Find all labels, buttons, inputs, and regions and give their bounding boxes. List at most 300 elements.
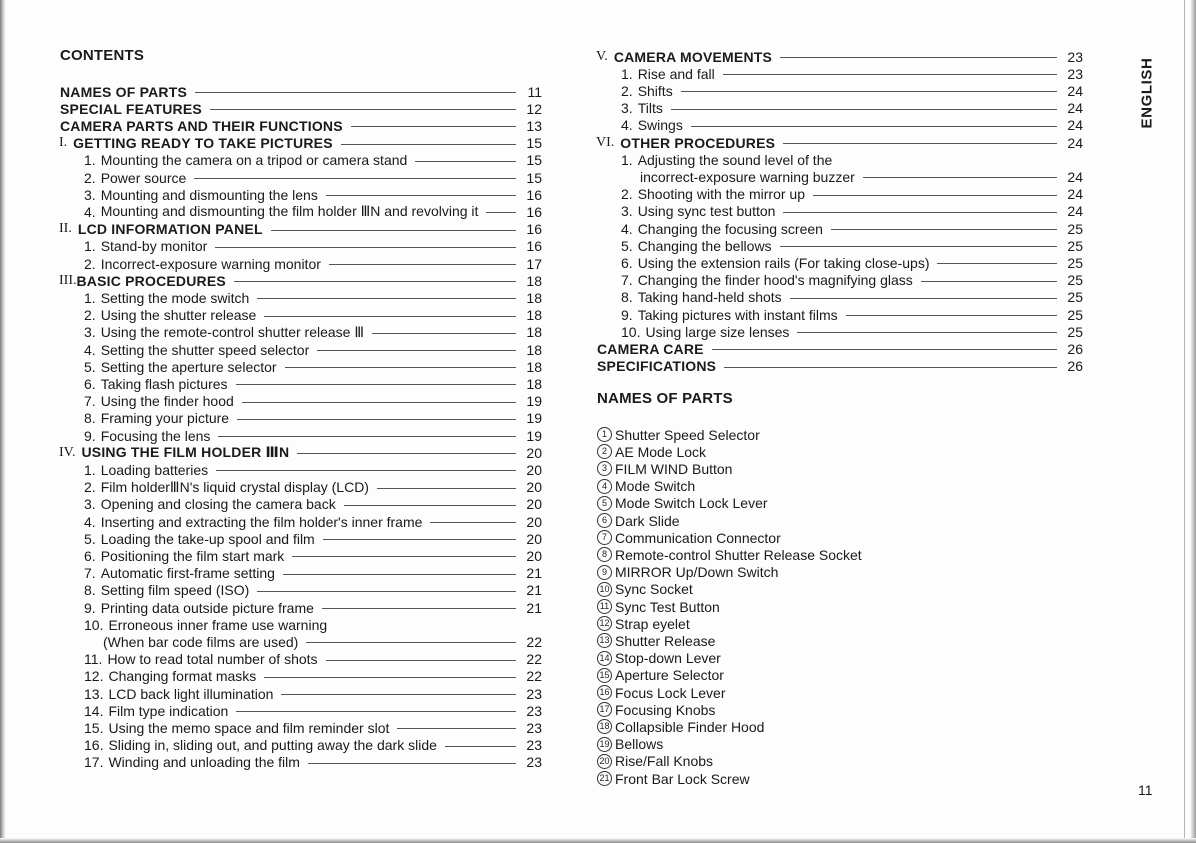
toc-entry-number: 1.	[84, 461, 96, 478]
toc-leader-line	[326, 660, 516, 661]
toc-entry-title: NAMES OF PARTS	[60, 83, 187, 100]
toc-entry-title: CAMERA CARE	[597, 340, 704, 357]
toc-entry-number: 9.	[621, 306, 633, 323]
part-label: Front Bar Lock Screw	[615, 770, 750, 787]
page-number: 11	[1138, 782, 1153, 798]
toc-entry-title: Shooting with the mirror up	[637, 186, 805, 203]
toc-leader-line	[783, 143, 1057, 144]
toc-entry[interactable]	[84, 668, 542, 685]
toc-page-number: 18	[526, 358, 542, 375]
part-number-badge: 7	[597, 530, 612, 545]
toc-entry-number: 3.	[621, 100, 633, 117]
toc-entry[interactable]	[84, 719, 542, 736]
toc-entry-number: 14.	[84, 702, 104, 719]
toc-page-number: 16	[526, 203, 542, 220]
toc-entry-number: 9.	[84, 427, 96, 444]
part-number-badge: 6	[597, 513, 612, 528]
toc-leader-line	[323, 539, 516, 540]
toc-page-number: 23	[1067, 65, 1083, 82]
toc-entry-number: 4.	[84, 513, 96, 530]
toc-section-heading[interactable]	[597, 134, 1083, 151]
part-number-badge: 5	[597, 496, 612, 511]
toc-entry-number: 13.	[84, 685, 104, 702]
toc-entry-title: CAMERA PARTS AND THEIR FUNCTIONS	[60, 117, 343, 134]
scan-edge-right	[1190, 0, 1196, 843]
toc-entry-number: 3.	[84, 186, 96, 203]
toc-entry[interactable]	[84, 754, 542, 771]
toc-page-number: 21	[526, 599, 542, 616]
toc-section-heading[interactable]	[597, 340, 1083, 357]
toc-entry-title: SPECIFICATIONS	[597, 358, 717, 375]
toc-leader-line	[257, 591, 516, 592]
toc-entry-title: Setting the shutter speed selector	[100, 341, 310, 358]
toc-entry[interactable]	[84, 427, 542, 444]
toc-entry[interactable]	[621, 117, 1083, 134]
toc-section-heading[interactable]	[60, 135, 542, 152]
toc-page-number: 25	[1067, 272, 1083, 289]
part-list-item	[597, 667, 724, 684]
toc-leader-line	[285, 367, 516, 368]
toc-page-number: 12	[526, 100, 542, 117]
toc-entry-title: Printing data outside picture frame	[100, 599, 314, 616]
toc-page-number: 22	[526, 633, 542, 650]
toc-leader-line	[377, 488, 516, 489]
toc-leader-line	[486, 212, 516, 213]
toc-entry-number: 2.	[84, 169, 96, 186]
part-list-item	[597, 564, 778, 581]
toc-entry-title: Taking hand-held shots	[637, 289, 782, 306]
toc-entry[interactable]	[84, 152, 542, 169]
toc-page-number: 25	[1067, 323, 1083, 340]
toc-entry-title: Adjusting the sound level of the	[637, 151, 833, 168]
part-list-item	[597, 632, 715, 649]
toc-entry-title: LCD back light illumination	[108, 685, 274, 702]
toc-entry-number: 2.	[84, 307, 96, 324]
toc-page-number: 20	[526, 547, 542, 564]
toc-entry[interactable]	[621, 82, 1083, 99]
toc-page-number: 23	[526, 719, 542, 736]
toc-page-number: 20	[526, 513, 542, 530]
toc-entry-title: Mounting the camera on a tripod or camera stand	[100, 152, 408, 169]
part-list-item	[597, 718, 764, 735]
toc-entry[interactable]	[621, 254, 1083, 271]
toc-leader-line	[790, 298, 1057, 299]
toc-entry-number: 6.	[84, 375, 96, 392]
part-number-badge: 2	[597, 444, 612, 459]
toc-leader-line	[218, 436, 516, 437]
names-of-parts-title: NAMES OF PARTS	[597, 390, 733, 407]
toc-leader-line	[921, 281, 1057, 282]
part-list-item	[597, 495, 768, 512]
toc-page-number: 24	[1067, 100, 1083, 117]
toc-leader-line	[681, 91, 1057, 92]
toc-entry-title: Loading batteries	[100, 461, 209, 478]
toc-entry-title: BASIC PROCEDURES	[76, 272, 226, 289]
part-number-badge: 16	[597, 685, 612, 700]
toc-entry[interactable]	[84, 358, 542, 375]
toc-entry-title: CAMERA MOVEMENTS	[613, 48, 773, 65]
toc-entry-title: Tilts	[637, 100, 663, 117]
toc-entry[interactable]	[621, 151, 1083, 168]
toc-entry-number: 8.	[84, 582, 96, 599]
toc-entry-title: Inserting and extracting the film holder's inner frame	[100, 513, 423, 530]
toc-entry-title: Using large size lenses	[645, 323, 790, 340]
toc-entry[interactable]	[84, 530, 542, 547]
toc-leader-line	[292, 556, 516, 557]
part-label: Sync Test Button	[615, 598, 720, 615]
toc-entry[interactable]	[621, 323, 1083, 340]
toc-entry-number: 10.	[621, 323, 641, 340]
toc-entry-number: 7.	[84, 565, 96, 582]
toc-entry-number: 1.	[621, 151, 633, 168]
part-label: Remote-control Shutter Release Socket	[615, 546, 862, 563]
toc-page-number: 25	[1067, 254, 1083, 271]
toc-leader-line	[210, 109, 516, 110]
toc-roman-numeral: VI.	[596, 134, 615, 150]
part-number-badge: 4	[597, 479, 612, 494]
part-list-item	[597, 581, 693, 598]
toc-entry[interactable]	[621, 65, 1083, 82]
toc-entry-title: Taking pictures with instant films	[637, 306, 838, 323]
toc-page-number: 23	[526, 685, 542, 702]
toc-entry[interactable]	[84, 410, 542, 427]
toc-page-number: 24	[1067, 203, 1083, 220]
toc-entry[interactable]	[84, 203, 542, 220]
toc-section-heading[interactable]	[597, 48, 1083, 65]
part-list-item	[597, 770, 750, 787]
toc-leader-line	[271, 230, 516, 231]
toc-leader-line	[351, 126, 516, 127]
toc-entry[interactable]	[84, 513, 542, 530]
toc-entry[interactable]	[84, 169, 542, 186]
toc-entry[interactable]	[621, 306, 1083, 323]
part-number-badge: 3	[597, 461, 612, 476]
toc-entry-title: Setting film speed (ISO)	[100, 582, 250, 599]
toc-page-number: 24	[1067, 134, 1083, 151]
toc-left-column	[60, 0, 542, 843]
toc-entry-number: 1.	[84, 152, 96, 169]
part-list-item	[597, 753, 713, 770]
toc-entry-number: 2.	[621, 186, 633, 203]
toc-entry[interactable]	[84, 238, 542, 255]
toc-leader-line	[326, 195, 516, 196]
part-label: FILM WIND Button	[615, 460, 733, 477]
toc-entry[interactable]	[84, 547, 542, 564]
toc-leader-line	[215, 247, 516, 248]
toc-page-number: 16	[526, 186, 542, 203]
toc-entry[interactable]	[621, 220, 1083, 237]
toc-entry-title: Shifts	[637, 82, 673, 99]
toc-page-number: 13	[526, 117, 542, 134]
toc-page-number: 26	[1067, 358, 1083, 375]
contents-title: CONTENTS	[60, 47, 145, 64]
toc-entry-number: 1.	[84, 238, 96, 255]
toc-leader-line	[415, 161, 516, 162]
toc-leader-line	[937, 263, 1057, 264]
toc-page-number: 20	[526, 444, 542, 461]
part-label: Focus Lock Lever	[615, 684, 726, 701]
toc-leader-line	[234, 281, 516, 282]
toc-entry-title: Mounting and dismounting the film holder ⅢN and revolving it	[100, 203, 479, 220]
toc-leader-line	[813, 195, 1057, 196]
toc-entry[interactable]	[84, 582, 542, 599]
language-tab	[1132, 48, 1162, 138]
toc-entry-number: 2.	[84, 479, 96, 496]
toc-entry-title: Changing the bellows	[637, 237, 772, 254]
toc-entry[interactable]	[621, 186, 1083, 203]
toc-entry-number: 4.	[84, 203, 96, 220]
toc-roman-numeral: I.	[59, 135, 68, 151]
toc-entry[interactable]	[84, 341, 542, 358]
toc-entry[interactable]	[621, 289, 1083, 306]
part-label: MIRROR Up/Down Switch	[615, 564, 779, 581]
toc-page-number: 18	[526, 289, 542, 306]
part-list-item	[597, 546, 862, 563]
part-label: Communication Connector	[615, 529, 781, 546]
toc-leader-line	[216, 470, 516, 471]
toc-entry[interactable]	[84, 599, 542, 616]
toc-page-number: 25	[1067, 220, 1083, 237]
toc-entry-title: Using the finder hood	[100, 393, 234, 410]
toc-entry[interactable]	[640, 168, 1083, 185]
toc-page-number: 22	[526, 651, 542, 668]
toc-page-number: 11	[527, 83, 542, 100]
part-number-badge: 15	[597, 668, 612, 683]
toc-entry-number: 2.	[621, 82, 633, 99]
toc-entry-title: Opening and closing the camera back	[100, 496, 336, 513]
part-number-badge: 8	[597, 547, 612, 562]
toc-page-number: 23	[526, 702, 542, 719]
toc-leader-line	[264, 316, 516, 317]
toc-entry[interactable]	[84, 186, 542, 203]
toc-section-heading[interactable]	[60, 83, 542, 100]
toc-page-number: 18	[526, 375, 542, 392]
toc-entry-title: (When bar code films are used)	[103, 633, 299, 650]
part-list-item	[597, 426, 760, 443]
toc-page-number: 18	[526, 272, 542, 289]
toc-entry-title: Rise and fall	[637, 65, 715, 82]
toc-page-number: 16	[526, 238, 542, 255]
part-label: Rise/Fall Knobs	[615, 753, 714, 770]
toc-page-number: 18	[526, 307, 542, 324]
part-number-badge: 11	[597, 599, 612, 614]
toc-page-number: 25	[1067, 237, 1083, 254]
toc-leader-line	[264, 677, 516, 678]
toc-leader-line	[430, 522, 516, 523]
part-label: Stop-down Lever	[615, 650, 721, 667]
toc-entry-number: 2.	[84, 255, 96, 272]
page-fold-line	[1184, 0, 1185, 843]
toc-leader-line	[724, 367, 1057, 368]
language-tab-label: ENGLISH	[1138, 57, 1156, 129]
toc-entry[interactable]	[84, 307, 542, 324]
toc-entry-number: 6.	[621, 254, 633, 271]
toc-entry[interactable]	[84, 289, 542, 306]
toc-leader-line	[236, 384, 516, 385]
part-label: Collapsible Finder Hood	[615, 718, 765, 735]
toc-leader-line	[691, 126, 1057, 127]
toc-entry[interactable]	[84, 461, 542, 478]
toc-roman-numeral: IV.	[59, 444, 76, 460]
toc-section-heading[interactable]	[60, 444, 542, 461]
toc-leader-line	[780, 57, 1057, 58]
toc-page-number: 23	[1067, 48, 1083, 65]
toc-section-heading[interactable]	[60, 117, 542, 134]
toc-entry-number: 10.	[84, 616, 104, 633]
toc-entry[interactable]	[84, 375, 542, 392]
toc-entry-number: 3.	[84, 324, 96, 341]
part-number-badge: 13	[597, 633, 612, 648]
part-list-item	[597, 701, 715, 718]
toc-page-number: 18	[526, 324, 542, 341]
toc-entry-title: Setting the mode switch	[100, 289, 250, 306]
toc-page-number: 24	[1067, 117, 1083, 134]
part-number-badge: 19	[597, 737, 612, 752]
toc-section-heading[interactable]	[60, 221, 542, 238]
toc-entry[interactable]	[84, 324, 542, 341]
toc-page-number: 23	[526, 737, 542, 754]
part-label: Bellows	[615, 736, 664, 753]
toc-leader-line	[306, 642, 516, 643]
toc-entry[interactable]	[621, 237, 1083, 254]
toc-entry-number: 9.	[84, 599, 96, 616]
toc-entry[interactable]	[84, 616, 542, 633]
part-number-badge: 12	[597, 616, 612, 631]
toc-page-number: 15	[526, 169, 542, 186]
toc-page-number: 21	[526, 565, 542, 582]
toc-entry[interactable]	[84, 651, 542, 668]
toc-entry-number: 6.	[84, 547, 96, 564]
toc-entry-title: Taking flash pictures	[100, 375, 228, 392]
toc-leader-line	[308, 763, 516, 764]
toc-entry-number: 1.	[621, 65, 633, 82]
toc-entry[interactable]	[84, 737, 542, 754]
toc-page-number: 19	[526, 393, 542, 410]
toc-entry[interactable]	[84, 496, 542, 513]
part-list-item	[597, 512, 680, 529]
toc-entry-title: USING THE FILM HOLDER ⅢN	[81, 444, 290, 461]
toc-leader-line	[831, 229, 1057, 230]
toc-entry-title: Changing the focusing screen	[637, 220, 823, 237]
toc-entry-number: 16.	[84, 737, 104, 754]
part-label: Dark Slide	[615, 512, 680, 529]
toc-page-number: 23	[526, 754, 542, 771]
toc-entry-number: 11.	[84, 651, 103, 668]
toc-entry-number: 5.	[84, 530, 96, 547]
toc-section-heading[interactable]	[60, 272, 542, 289]
part-list-item	[597, 529, 781, 546]
part-number-badge: 14	[597, 651, 612, 666]
toc-entry-number: 7.	[84, 393, 96, 410]
toc-entry-title: Loading the take-up spool and film	[100, 530, 315, 547]
toc-page-number: 24	[1067, 186, 1083, 203]
toc-entry-title: Using the extension rails (For taking close-ups)	[637, 254, 930, 271]
toc-entry-title: Changing the finder hood's magnifying glass	[637, 272, 913, 289]
toc-entry-number: 5.	[621, 237, 633, 254]
toc-entry-title: SPECIAL FEATURES	[60, 100, 202, 117]
toc-entry[interactable]	[84, 255, 542, 272]
toc-leader-line	[397, 728, 516, 729]
toc-section-heading[interactable]	[60, 100, 542, 117]
toc-entry-title: Mounting and dismounting the lens	[100, 186, 318, 203]
part-number-badge: 9	[597, 565, 612, 580]
toc-leader-line	[712, 349, 1057, 350]
part-list-item	[597, 615, 690, 632]
toc-entry-title: Winding and unloading the film	[108, 754, 300, 771]
toc-entry-title: incorrect-exposure warning buzzer	[640, 168, 855, 185]
toc-entry[interactable]	[621, 203, 1083, 220]
toc-entry[interactable]	[84, 685, 542, 702]
toc-page-number: 16	[526, 221, 542, 238]
toc-section-heading[interactable]	[597, 358, 1083, 375]
toc-page-number: 20	[526, 461, 542, 478]
toc-page-number: 21	[526, 582, 542, 599]
toc-entry[interactable]	[84, 479, 542, 496]
toc-leader-line	[195, 92, 516, 93]
part-label: Mode Switch	[615, 478, 696, 495]
toc-leader-line	[237, 419, 516, 420]
toc-entry[interactable]	[84, 702, 542, 719]
part-list-item	[597, 460, 732, 477]
part-number-badge: 21	[597, 771, 612, 786]
toc-entry[interactable]	[103, 633, 542, 650]
part-label: AE Mode Lock	[615, 443, 707, 460]
toc-entry[interactable]	[621, 272, 1083, 289]
toc-leader-line	[671, 109, 1057, 110]
part-label: Mode Switch Lock Lever	[615, 495, 768, 512]
toc-page-number: 24	[1067, 168, 1083, 185]
toc-entry[interactable]	[621, 100, 1083, 117]
toc-leader-line	[329, 264, 516, 265]
toc-page-number: 20	[526, 496, 542, 513]
part-list-item	[597, 650, 721, 667]
part-number-badge: 1	[597, 427, 612, 442]
part-label: Sync Socket	[615, 581, 693, 598]
toc-leader-line	[780, 246, 1057, 247]
part-list-item	[597, 684, 726, 701]
toc-leader-line	[445, 746, 516, 747]
toc-entry-number: 8.	[84, 410, 96, 427]
toc-entry-title: Power source	[100, 169, 187, 186]
toc-leader-line	[281, 694, 516, 695]
toc-leader-line	[372, 333, 516, 334]
part-label: Aperture Selector	[615, 667, 724, 684]
toc-entry-number: 4.	[621, 117, 633, 134]
toc-page-number: 19	[526, 427, 542, 444]
toc-entry-title: Sliding in, sliding out, and putting away the dark slide	[108, 737, 437, 754]
scan-edge-left	[0, 0, 6, 843]
toc-entry-number: 12.	[84, 668, 104, 685]
toc-entry-title: Using the remote-control shutter release Ⅲ	[100, 323, 365, 340]
toc-entry-title: Positioning the film start mark	[100, 547, 285, 564]
part-label: Focusing Knobs	[615, 701, 716, 718]
toc-page-number: 25	[1067, 289, 1083, 306]
toc-entry[interactable]	[84, 565, 542, 582]
toc-page-number: 20	[526, 479, 542, 496]
toc-leader-line	[257, 298, 516, 299]
toc-entry-number: 3.	[621, 203, 633, 220]
toc-leader-line	[344, 505, 516, 506]
toc-entry-title: Erroneous inner frame use warning	[108, 616, 328, 633]
toc-leader-line	[236, 711, 516, 712]
toc-page-number: 15	[526, 135, 542, 152]
toc-entry[interactable]	[84, 393, 542, 410]
toc-entry-title: Automatic first-frame setting	[100, 565, 275, 582]
part-number-badge: 17	[597, 702, 612, 717]
toc-roman-numeral: II.	[59, 221, 72, 237]
part-list-item	[597, 736, 663, 753]
toc-entry-title: Setting the aperture selector	[100, 358, 277, 375]
